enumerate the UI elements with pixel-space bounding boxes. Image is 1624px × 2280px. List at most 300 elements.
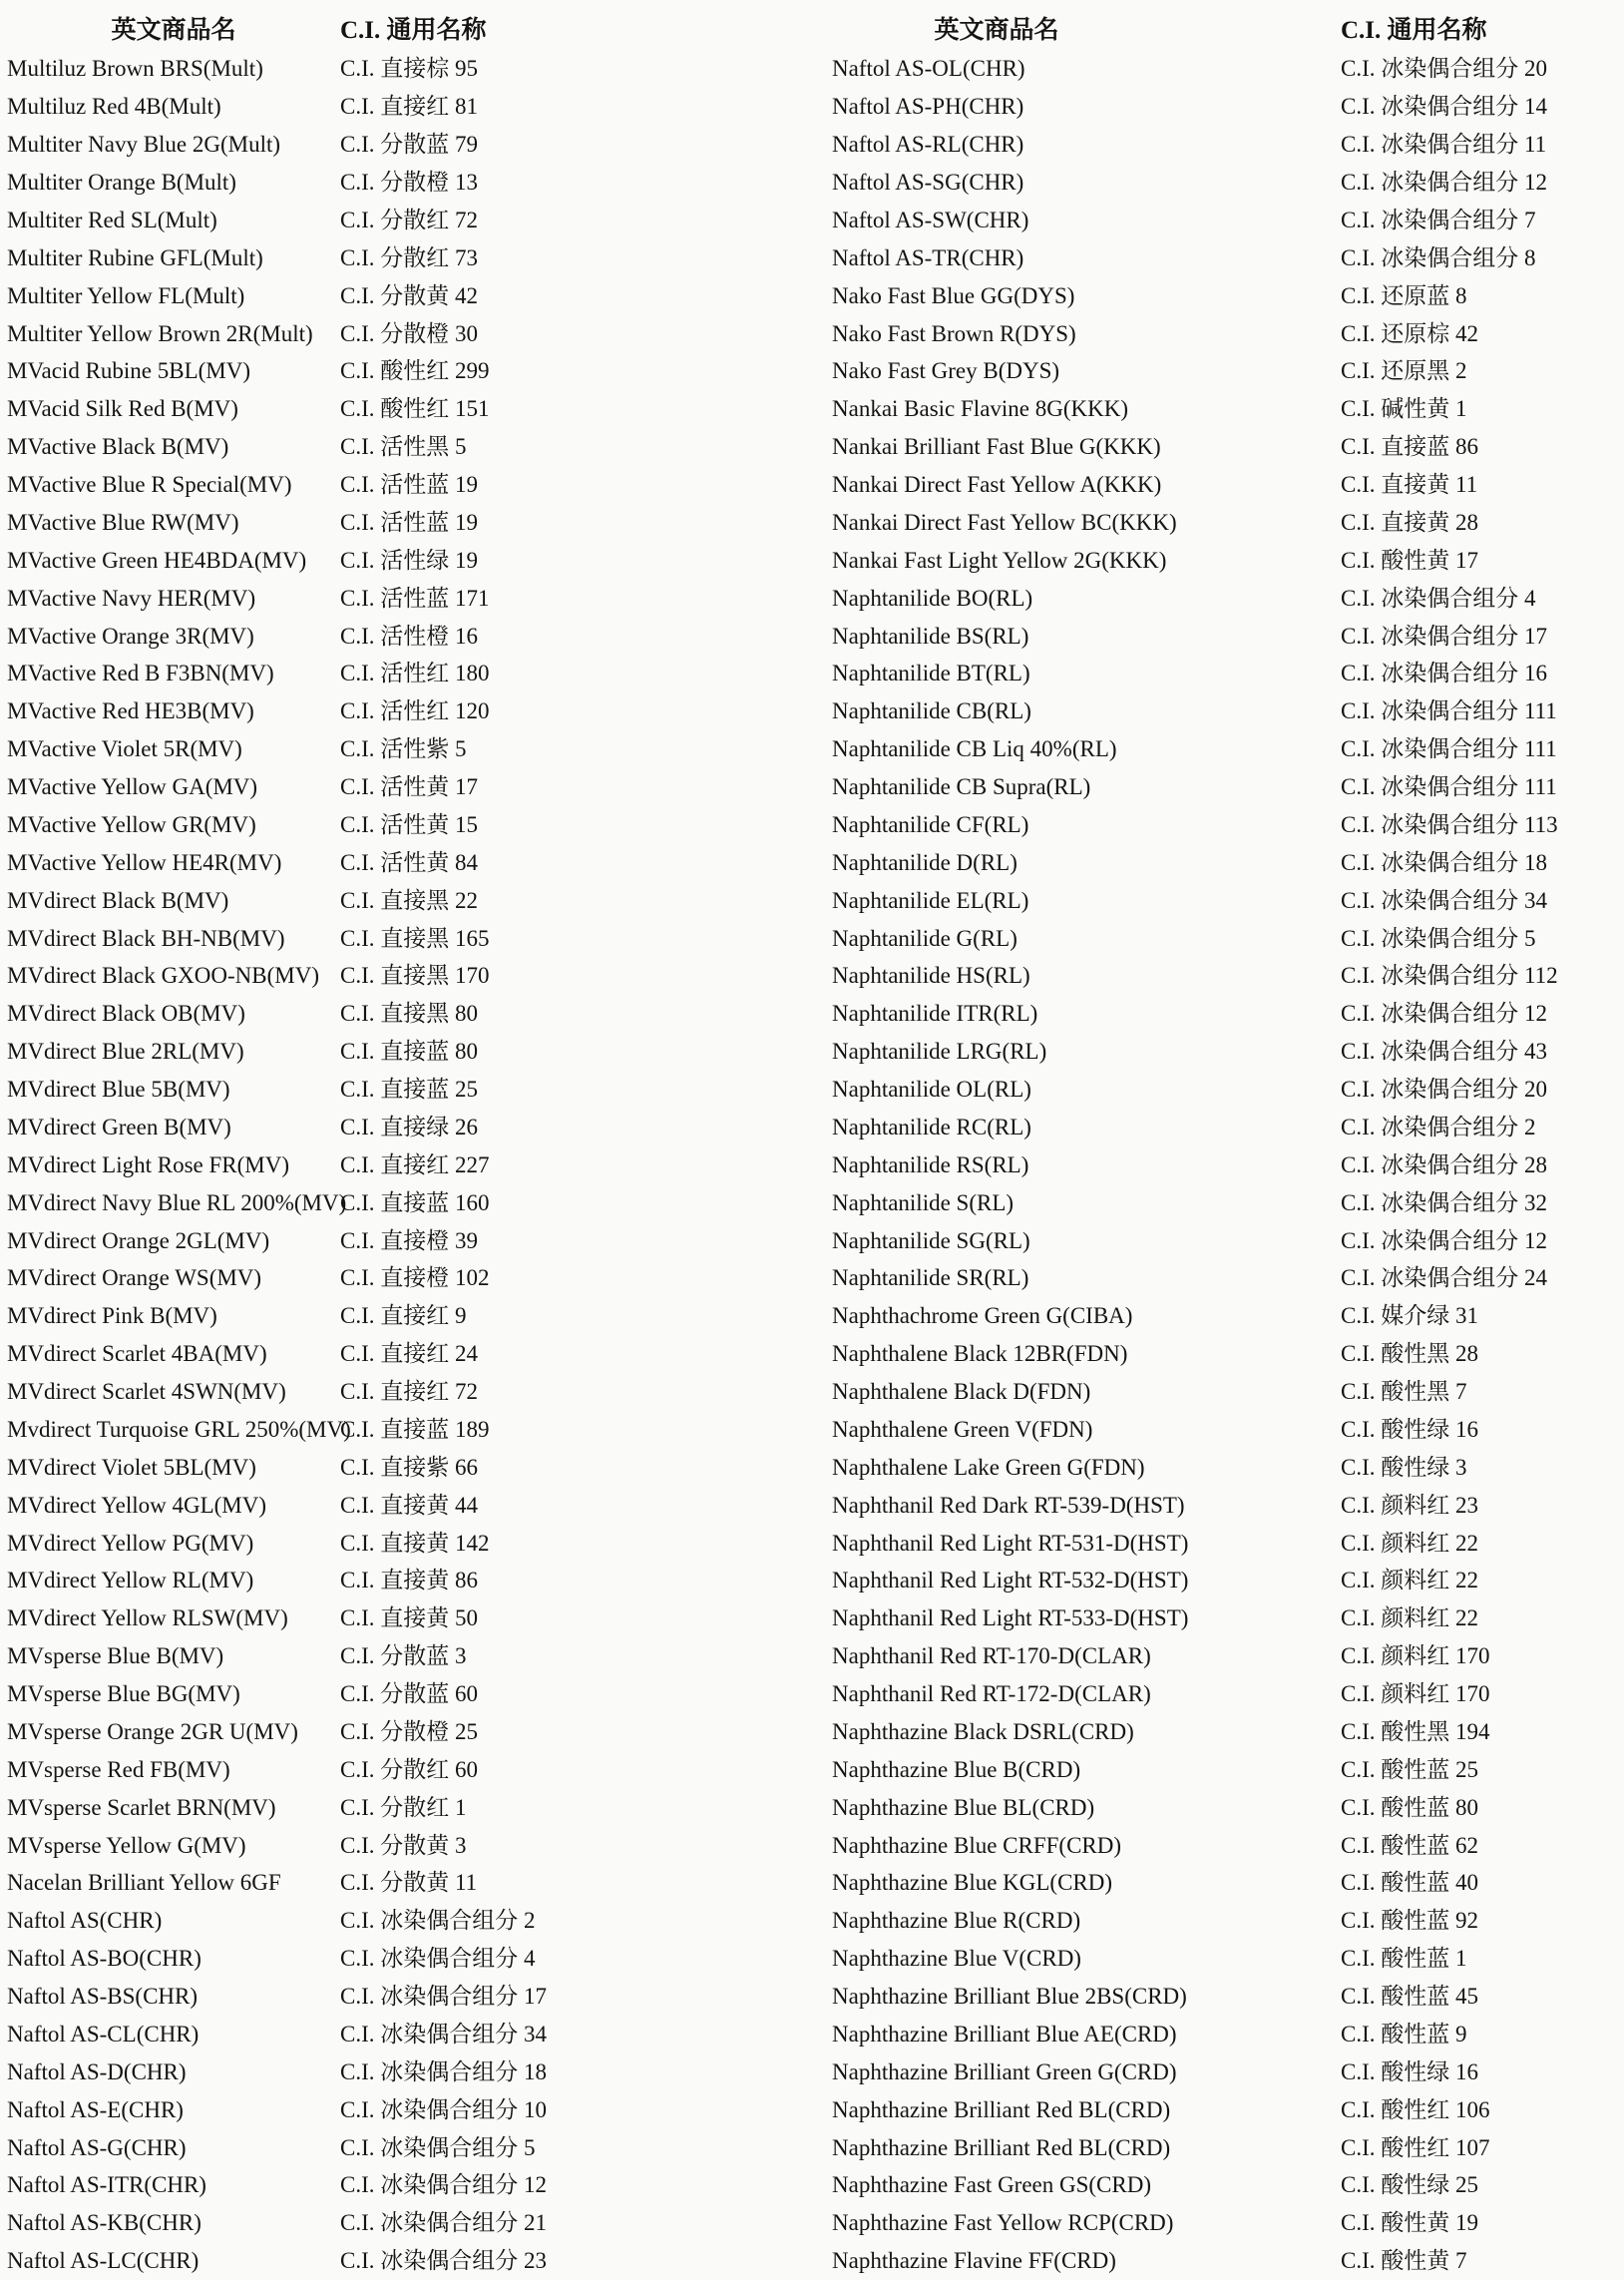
ci-name-cell: C.I. 冰染偶合组分 12: [1341, 1001, 1547, 1027]
ci-name-cell: C.I. 冰染偶合组分 4: [340, 1946, 536, 1972]
ci-name-cell: C.I. 冰染偶合组分 112: [1341, 963, 1558, 989]
table-row: [832, 504, 1624, 542]
ci-name-cell: C.I. 酸性黑 7: [1341, 1379, 1467, 1405]
trade-name-cell: Naphthazine Black DSRL(CRD): [832, 1718, 1134, 1744]
ci-name-cell: C.I. 冰染偶合组分 11: [1341, 132, 1547, 158]
trade-name-cell: Multiluz Brown BRS(Mult): [7, 56, 263, 82]
trade-name-cell: Naphthazine Blue B(CRD): [832, 1756, 1081, 1782]
table-row: [7, 1864, 812, 1902]
table-row: [7, 164, 812, 202]
table-row: [7, 1713, 812, 1751]
table-row: [7, 1826, 812, 1864]
table-row: [7, 1940, 812, 1978]
ci-name-cell: C.I. 直接黑 80: [340, 1001, 478, 1027]
trade-name-cell: MVsperse Red FB(MV): [7, 1756, 230, 1782]
table-row: [7, 1033, 812, 1071]
table-row: [832, 1713, 1624, 1751]
ci-name-cell: C.I. 酸性绿 25: [1341, 2172, 1478, 2198]
table-row: [7, 617, 812, 655]
table-row: [7, 2204, 812, 2242]
ci-name-cell: C.I. 酸性绿 16: [1341, 1416, 1478, 1442]
trade-name-cell: MVactive Navy HER(MV): [7, 585, 256, 611]
ci-name-cell: C.I. 颜料红 23: [1341, 1492, 1478, 1518]
ci-name-cell: C.I. 颜料红 170: [1341, 1681, 1490, 1707]
trade-name-cell: Naphthalene Black D(FDN): [832, 1379, 1091, 1405]
ci-name-cell: C.I. 直接红 72: [340, 1379, 478, 1405]
ci-name-cell: C.I. 酸性黄 7: [1341, 2248, 1467, 2274]
table-row: [7, 1599, 812, 1637]
trade-name-cell: Naphtanilide HS(RL): [832, 963, 1030, 989]
trade-name-cell: Naphthanil Red Light RT-531-D(HST): [832, 1530, 1189, 1556]
ci-name-cell: C.I. 分散红 60: [340, 1756, 478, 1782]
ci-name-cell: C.I. 酸性蓝 1: [1341, 1946, 1467, 1972]
table-row: [7, 238, 812, 276]
table-row: [7, 730, 812, 768]
trade-name-cell: Naphtanilide SR(RL): [832, 1265, 1029, 1291]
table-row: [7, 202, 812, 239]
trade-name-cell: Naphthazine Brilliant Red BL(CRD): [832, 2096, 1171, 2122]
ci-name-cell: C.I. 冰染偶合组分 34: [340, 2021, 547, 2047]
right-table-header-row: [832, 6, 1624, 50]
trade-name-cell: Naphtanilide S(RL): [832, 1189, 1015, 1215]
trade-name-cell: MVsperse Blue BG(MV): [7, 1681, 240, 1707]
ci-name-cell: C.I. 冰染偶合组分 12: [1341, 1227, 1547, 1253]
ci-name-cell: C.I. 冰染偶合组分 18: [1341, 849, 1547, 875]
ci-name-cell: C.I. 冰染偶合组分 28: [1341, 1151, 1547, 1177]
table-row: [7, 1183, 812, 1221]
ci-name-cell: C.I. 直接红 227: [340, 1151, 490, 1177]
table-row: [832, 579, 1624, 617]
trade-name-cell: MVsperse Orange 2GR U(MV): [7, 1718, 298, 1744]
trade-name-cell: MVactive Violet 5R(MV): [7, 736, 242, 762]
table-row: [7, 2052, 812, 2090]
trade-name-cell: Naphtanilide CB Supra(RL): [832, 774, 1091, 800]
trade-name-cell: Naftol AS(CHR): [7, 1908, 163, 1934]
trade-name-cell: MVactive Yellow GA(MV): [7, 774, 258, 800]
ci-name-cell: C.I. 媒介绿 31: [1341, 1303, 1478, 1329]
table-row: [832, 390, 1624, 428]
trade-name-cell: Nankai Brilliant Fast Blue G(KKK): [832, 434, 1161, 460]
trade-name-cell: Nankai Fast Light Yellow 2G(KKK): [832, 547, 1167, 573]
trade-name-cell: Nankai Direct Fast Yellow A(KKK): [832, 472, 1162, 498]
ci-name-cell: C.I. 冰染偶合组分 20: [1341, 56, 1547, 82]
left-table-header-row: [7, 6, 812, 50]
ci-name-cell: C.I. 还原黑 2: [1341, 358, 1467, 384]
ci-name-cell: C.I. 直接棕 95: [340, 56, 478, 82]
ci-name-cell: C.I. 直接黄 50: [340, 1605, 478, 1631]
trade-name-cell: Multiter Yellow Brown 2R(Mult): [7, 320, 313, 346]
table-row: [7, 1145, 812, 1183]
ci-name-cell: C.I. 冰染偶合组分 10: [340, 2096, 547, 2122]
ci-name-cell: C.I. 活性红 180: [340, 661, 490, 686]
table-row: [832, 1637, 1624, 1675]
table-row: [7, 579, 812, 617]
table-row: [832, 1978, 1624, 2016]
ci-name-cell: C.I. 冰染偶合组分 111: [1341, 774, 1557, 800]
trade-name-cell: Multiter Yellow FL(Mult): [7, 282, 245, 308]
trade-name-cell: Naphthazine Blue R(CRD): [832, 1908, 1081, 1934]
trade-name-cell: MVdirect Black OB(MV): [7, 1001, 245, 1027]
table-row: [832, 1221, 1624, 1259]
trade-name-cell: Naftol AS-TR(CHR): [832, 244, 1024, 270]
table-row: [832, 1297, 1624, 1335]
trade-name-cell: Naphtanilide G(RL): [832, 925, 1017, 951]
table-row: [7, 2090, 812, 2128]
ci-name-cell: C.I. 颜料红 170: [1341, 1643, 1490, 1669]
ci-name-cell: C.I. 酸性绿 3: [1341, 1454, 1467, 1480]
table-row: [832, 843, 1624, 881]
trade-name-cell: Naphthazine Brilliant Blue 2BS(CRD): [832, 1984, 1187, 2010]
trade-name-cell: MVdirect Scarlet 4SWN(MV): [7, 1379, 286, 1405]
ci-name-cell: C.I. 冰染偶合组分 5: [1341, 925, 1536, 951]
ci-name-cell: C.I. 冰染偶合组分 111: [1341, 736, 1557, 762]
trade-name-cell: Naphthazine Brilliant Red BL(CRD): [832, 2134, 1171, 2160]
ci-name-cell: C.I. 直接红 24: [340, 1341, 478, 1367]
right-ci-name-column-header: C.I. 通用名称: [1341, 17, 1487, 44]
ci-name-cell: C.I. 直接黑 22: [340, 887, 478, 913]
table-row: [832, 50, 1624, 88]
trade-name-cell: Naftol AS-PH(CHR): [832, 94, 1024, 120]
ci-name-cell: C.I. 酸性红 151: [340, 396, 490, 422]
ci-name-cell: C.I. 冰染偶合组分 2: [340, 1908, 536, 1934]
ci-name-cell: C.I. 酸性红 106: [1341, 2096, 1490, 2122]
table-row: [832, 2090, 1624, 2128]
table-row: [7, 276, 812, 314]
ci-name-cell: C.I. 直接绿 26: [340, 1114, 478, 1140]
ci-name-cell: C.I. 分散红 72: [340, 207, 478, 232]
table-row: [832, 276, 1624, 314]
table-row: [832, 730, 1624, 768]
ci-name-cell: C.I. 冰染偶合组分 17: [340, 1984, 547, 2010]
table-row: [7, 1978, 812, 2016]
table-row: [832, 1259, 1624, 1297]
table-row: [7, 1259, 812, 1297]
ci-name-cell: C.I. 分散黄 11: [340, 1870, 478, 1896]
trade-name-cell: Multiter Orange B(Mult): [7, 170, 236, 196]
trade-name-cell: Nankai Direct Fast Yellow BC(KKK): [832, 509, 1177, 535]
trade-name-cell: Multiter Navy Blue 2G(Mult): [7, 132, 281, 158]
table-row: [832, 1940, 1624, 1978]
table-row: [832, 919, 1624, 957]
table-row: [832, 957, 1624, 995]
trade-name-cell: Naphthanil Red RT-170-D(CLAR): [832, 1643, 1151, 1669]
trade-name-cell: Nacelan Brilliant Yellow 6GF: [7, 1870, 281, 1896]
trade-name-cell: Naftol AS-KB(CHR): [7, 2210, 202, 2236]
table-row: [832, 1826, 1624, 1864]
trade-name-cell: Nako Fast Grey B(DYS): [832, 358, 1060, 384]
ci-name-cell: C.I. 冰染偶合组分 12: [1341, 170, 1547, 196]
trade-name-cell: Naphthanil Red Light RT-533-D(HST): [832, 1605, 1189, 1631]
trade-name-cell: MVactive Blue R Special(MV): [7, 472, 292, 498]
ci-name-cell: C.I. 还原棕 42: [1341, 320, 1478, 346]
ci-name-cell: C.I. 分散橙 30: [340, 320, 478, 346]
trade-name-cell: Naphthachrome Green G(CIBA): [832, 1303, 1133, 1329]
table-row: [7, 957, 812, 995]
table-row: [7, 1373, 812, 1411]
table-row: [7, 428, 812, 466]
trade-name-cell: MVdirect Green B(MV): [7, 1114, 231, 1140]
ci-name-cell: C.I. 颜料红 22: [1341, 1605, 1478, 1631]
table-row: [7, 126, 812, 164]
trade-name-cell: Naftol AS-D(CHR): [7, 2058, 187, 2084]
table-row: [7, 2128, 812, 2166]
trade-name-cell: MVdirect Orange WS(MV): [7, 1265, 262, 1291]
table-row: [7, 466, 812, 504]
ci-name-cell: C.I. 直接蓝 86: [1341, 434, 1478, 460]
trade-name-cell: Nako Fast Blue GG(DYS): [832, 282, 1075, 308]
table-row: [7, 1637, 812, 1675]
ci-name-cell: C.I. 直接紫 66: [340, 1454, 478, 1480]
table-row: [832, 1788, 1624, 1826]
ci-name-cell: C.I. 碱性黄 1: [1341, 396, 1467, 422]
ci-name-cell: C.I. 分散蓝 79: [340, 132, 478, 158]
table-row: [832, 1675, 1624, 1713]
table-row: [7, 655, 812, 692]
table-row: [832, 1486, 1624, 1524]
ci-name-cell: C.I. 冰染偶合组分 24: [1341, 1265, 1547, 1291]
ci-name-cell: C.I. 冰染偶合组分 16: [1341, 661, 1547, 686]
trade-name-cell: Naftol AS-BS(CHR): [7, 1984, 199, 2010]
trade-name-cell: MVactive Black B(MV): [7, 434, 229, 460]
ci-name-cell: C.I. 冰染偶合组分 43: [1341, 1039, 1547, 1065]
trade-name-cell: Naphthazine Brilliant Blue AE(CRD): [832, 2021, 1177, 2047]
ci-name-cell: C.I. 冰染偶合组分 23: [340, 2248, 547, 2274]
ci-name-cell: C.I. 活性紫 5: [340, 736, 467, 762]
trade-name-cell: Naphthazine Blue V(CRD): [832, 1946, 1081, 1972]
trade-name-cell: MVdirect Navy Blue RL 200%(MV): [7, 1189, 347, 1215]
trade-name-cell: Naftol AS-G(CHR): [7, 2134, 187, 2160]
ci-name-cell: C.I. 分散红 1: [340, 1794, 467, 1820]
table-row: [7, 768, 812, 806]
trade-name-cell: Naphthanil Red Dark RT-539-D(HST): [832, 1492, 1185, 1518]
trade-name-cell: Multiter Rubine GFL(Mult): [7, 244, 263, 270]
table-row: [7, 50, 812, 88]
trade-name-cell: Naphtanilide D(RL): [832, 849, 1017, 875]
ci-name-cell: C.I. 直接黄 86: [340, 1568, 478, 1594]
table-row: [7, 1902, 812, 1940]
trade-name-cell: Naftol AS-E(CHR): [7, 2096, 184, 2122]
table-row: [832, 1071, 1624, 1109]
trade-name-cell: Naphtanilide BS(RL): [832, 623, 1029, 649]
table-row: [832, 1448, 1624, 1486]
table-row: [7, 1486, 812, 1524]
ci-name-cell: C.I. 直接红 9: [340, 1303, 467, 1329]
ci-name-cell: C.I. 酸性蓝 25: [1341, 1756, 1478, 1782]
table-row: [832, 1562, 1624, 1599]
table-row: [832, 1109, 1624, 1146]
table-row: [7, 504, 812, 542]
ci-name-cell: C.I. 活性黄 17: [340, 774, 478, 800]
table-row: [7, 806, 812, 844]
table-row: [832, 1373, 1624, 1411]
trade-name-cell: MVdirect Scarlet 4BA(MV): [7, 1341, 267, 1367]
trade-name-cell: Naphthalene Black 12BR(FDN): [832, 1341, 1128, 1367]
table-row: [7, 2016, 812, 2053]
trade-name-cell: MVactive Yellow HE4R(MV): [7, 849, 282, 875]
table-row: [832, 692, 1624, 730]
table-row: [7, 843, 812, 881]
table-row: [832, 2166, 1624, 2204]
trade-name-cell: MVdirect Yellow 4GL(MV): [7, 1492, 267, 1518]
ci-name-cell: C.I. 活性橙 16: [340, 623, 478, 649]
trade-name-cell: MVdirect Black B(MV): [7, 887, 229, 913]
ci-name-cell: C.I. 酸性蓝 92: [1341, 1908, 1478, 1934]
ci-name-cell: C.I. 冰染偶合组分 12: [340, 2172, 547, 2198]
trade-name-cell: Naphthanil Red Light RT-532-D(HST): [832, 1568, 1189, 1594]
ci-name-cell: C.I. 活性黄 84: [340, 849, 478, 875]
table-row: [832, 617, 1624, 655]
trade-name-cell: Naphtanilide ITR(RL): [832, 1001, 1038, 1027]
ci-name-cell: C.I. 直接蓝 160: [340, 1189, 490, 1215]
ci-name-cell: C.I. 酸性蓝 9: [1341, 2021, 1467, 2047]
ci-name-cell: C.I. 颜料红 22: [1341, 1568, 1478, 1594]
table-row: [7, 1297, 812, 1335]
table-row: [832, 2128, 1624, 2166]
trade-name-cell: Naphthazine Blue KGL(CRD): [832, 1870, 1113, 1896]
left-table: [0, 6, 812, 2276]
table-row: [832, 995, 1624, 1033]
right-table: [812, 6, 1624, 2276]
ci-name-cell: C.I. 直接蓝 25: [340, 1077, 478, 1103]
table-row: [7, 1788, 812, 1826]
trade-name-cell: MVdirect Blue 2RL(MV): [7, 1039, 244, 1065]
table-row: [7, 2166, 812, 2204]
trade-name-cell: Nankai Basic Flavine 8G(KKK): [832, 396, 1129, 422]
table-row: [832, 126, 1624, 164]
ci-name-cell: C.I. 直接黄 28: [1341, 509, 1478, 535]
trade-name-cell: Naftol AS-BO(CHR): [7, 1946, 202, 1972]
table-row: [832, 1524, 1624, 1562]
ci-name-cell: C.I. 冰染偶合组分 7: [1341, 207, 1536, 232]
ci-name-cell: C.I. 冰染偶合组分 5: [340, 2134, 536, 2160]
right-trade-name-column-header: 英文商品名: [934, 17, 1059, 44]
table-row: [832, 428, 1624, 466]
table-row: [7, 1562, 812, 1599]
trade-name-cell: MVdirect Blue 5B(MV): [7, 1077, 230, 1103]
trade-name-cell: Naphthazine Fast Yellow RCP(CRD): [832, 2210, 1174, 2236]
table-row: [832, 314, 1624, 352]
trade-name-cell: MVactive Green HE4BDA(MV): [7, 547, 307, 573]
ci-name-cell: C.I. 冰染偶合组分 34: [1341, 887, 1547, 913]
table-row: [7, 1109, 812, 1146]
table-row: [832, 238, 1624, 276]
table-row: [7, 919, 812, 957]
table-row: [7, 995, 812, 1033]
trade-name-cell: MVdirect Violet 5BL(MV): [7, 1454, 256, 1480]
table-row: [832, 1599, 1624, 1637]
trade-name-cell: Naphtanilide CF(RL): [832, 811, 1029, 837]
trade-name-cell: Naphthanil Red RT-172-D(CLAR): [832, 1681, 1151, 1707]
trade-name-cell: Naftol AS-ITR(CHR): [7, 2172, 206, 2198]
trade-name-cell: Naphthazine Blue BL(CRD): [832, 1794, 1095, 1820]
ci-name-cell: C.I. 分散黄 3: [340, 1832, 467, 1858]
left-trade-name-column-header: 英文商品名: [111, 17, 236, 44]
ci-name-cell: C.I. 直接黄 44: [340, 1492, 478, 1518]
ci-name-cell: C.I. 直接黑 170: [340, 963, 490, 989]
ci-name-cell: C.I. 直接橙 102: [340, 1265, 490, 1291]
table-row: [832, 1335, 1624, 1373]
ci-name-cell: C.I. 冰染偶合组分 14: [1341, 94, 1547, 120]
trade-name-cell: Naphtanilide RC(RL): [832, 1114, 1031, 1140]
trade-name-cell: Naftol AS-SW(CHR): [832, 207, 1029, 232]
table-row: [832, 1145, 1624, 1183]
ci-name-cell: C.I. 冰染偶合组分 18: [340, 2058, 547, 2084]
table-row: [832, 2052, 1624, 2090]
table-row: [832, 2016, 1624, 2053]
ci-name-cell: C.I. 冰染偶合组分 21: [340, 2210, 547, 2236]
table-row: [7, 1221, 812, 1259]
table-row: [7, 352, 812, 390]
trade-name-cell: MVacid Silk Red B(MV): [7, 396, 238, 422]
trade-name-cell: MVdirect Black GXOO-NB(MV): [7, 963, 319, 989]
ci-name-cell: C.I. 酸性蓝 62: [1341, 1832, 1478, 1858]
table-row: [832, 1183, 1624, 1221]
ci-name-cell: C.I. 直接黄 142: [340, 1530, 490, 1556]
table-row: [7, 390, 812, 428]
ci-name-cell: C.I. 冰染偶合组分 4: [1341, 585, 1536, 611]
table-row: [832, 352, 1624, 390]
ci-name-cell: C.I. 冰染偶合组分 2: [1341, 1114, 1536, 1140]
ci-name-cell: C.I. 冰染偶合组分 113: [1341, 811, 1558, 837]
trade-name-cell: Naphthazine Flavine FF(CRD): [832, 2248, 1116, 2274]
table-row: [7, 1335, 812, 1373]
ci-name-cell: C.I. 分散红 73: [340, 244, 478, 270]
trade-name-cell: Naphtanilide CB(RL): [832, 698, 1031, 724]
ci-name-cell: C.I. 活性黑 5: [340, 434, 467, 460]
trade-name-cell: Naphtanilide RS(RL): [832, 1151, 1029, 1177]
trade-name-cell: MVacid Rubine 5BL(MV): [7, 358, 251, 384]
ci-name-cell: C.I. 活性红 120: [340, 698, 490, 724]
ci-name-cell: C.I. 直接橙 39: [340, 1227, 478, 1253]
right-table-rows: [832, 50, 1624, 2280]
table-row: [7, 692, 812, 730]
trade-name-cell: Nako Fast Brown R(DYS): [832, 320, 1076, 346]
trade-name-cell: MVdirect Pink B(MV): [7, 1303, 217, 1329]
ci-name-cell: C.I. 分散黄 42: [340, 282, 478, 308]
trade-name-cell: Naphthalene Lake Green G(FDN): [832, 1454, 1145, 1480]
trade-name-cell: Multiluz Red 4B(Mult): [7, 94, 221, 120]
trade-name-cell: Naphtanilide OL(RL): [832, 1077, 1031, 1103]
table-row: [832, 2242, 1624, 2280]
ci-name-cell: C.I. 酸性黄 19: [1341, 2210, 1478, 2236]
table-row: [832, 1902, 1624, 1940]
table-row: [7, 2242, 812, 2280]
trade-name-cell: MVactive Blue RW(MV): [7, 509, 239, 535]
trade-name-cell: Naftol AS-RL(CHR): [832, 132, 1024, 158]
trade-name-cell: MVdirect Yellow RLSW(MV): [7, 1605, 288, 1631]
table-row: [7, 314, 812, 352]
trade-name-cell: MVsperse Yellow G(MV): [7, 1832, 246, 1858]
trade-name-cell: Naphtanilide BT(RL): [832, 661, 1030, 686]
trade-name-cell: Naphtanilide CB Liq 40%(RL): [832, 736, 1117, 762]
trade-name-cell: Naphthazine Blue CRFF(CRD): [832, 1832, 1122, 1858]
ci-name-cell: C.I. 直接黑 165: [340, 925, 490, 951]
trade-name-cell: Multiter Red SL(Mult): [7, 207, 217, 232]
ci-name-cell: C.I. 酸性红 107: [1341, 2134, 1490, 2160]
table-row: [832, 466, 1624, 504]
trade-name-cell: Naphtanilide BO(RL): [832, 585, 1033, 611]
ci-name-cell: C.I. 酸性蓝 80: [1341, 1794, 1478, 1820]
table-row: [7, 1071, 812, 1109]
trade-name-cell: Naphtanilide SG(RL): [832, 1227, 1030, 1253]
table-row: [7, 541, 812, 579]
ci-name-cell: C.I. 冰染偶合组分 20: [1341, 1077, 1547, 1103]
table-row: [7, 881, 812, 919]
table-row: [832, 541, 1624, 579]
trade-name-cell: MVactive Yellow GR(MV): [7, 811, 256, 837]
trade-name-cell: MVdirect Light Rose FR(MV): [7, 1151, 290, 1177]
table-row: [832, 88, 1624, 126]
